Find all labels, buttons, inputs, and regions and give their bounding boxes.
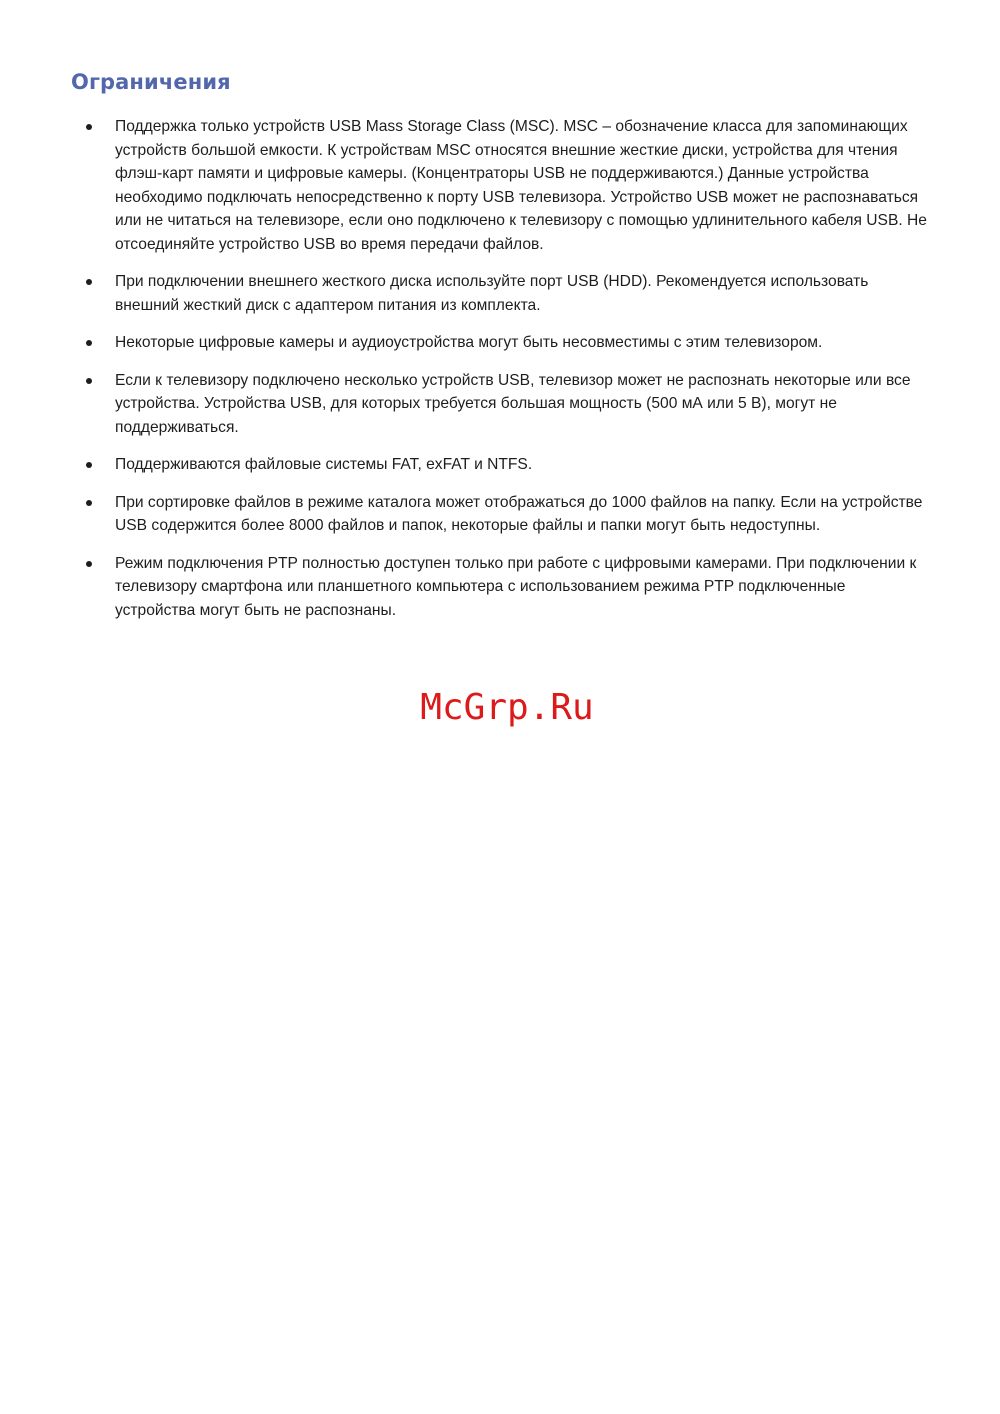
list-item <box>0 331 1000 355</box>
list-item-text: При подключении внешнего жесткого диска используйте порт USB (HDD). Рекомендуется использовать внешний жесткий диск с адаптером питания из комплекта. <box>115 273 869 314</box>
list-item <box>0 270 1000 317</box>
list-item <box>0 491 1000 538</box>
bullet-icon <box>86 500 92 506</box>
bullet-icon <box>86 124 92 130</box>
bullet-icon <box>86 462 92 468</box>
list-item <box>0 115 1000 256</box>
watermark-logo: McGrp.Ru <box>420 687 594 728</box>
list-item-text: Режим подключения PTP полностью доступен только при работе с цифровыми камерами. При подключении к телевизору смартфона или планшетного компьютера с использованием режима PTP подключенные устройства могут быть не распознаны. <box>115 554 917 619</box>
bullet-icon <box>86 378 92 384</box>
list-item-text: При сортировке файлов в режиме каталога может отображаться до 1000 файлов на папку. Если на устройстве USB содержится более 8000 файлов и папок, некоторые файлы и папки могут быть недоступны. <box>115 493 923 534</box>
bullet-icon <box>86 279 92 285</box>
list-item-text: Некоторые цифровые камеры и аудиоустройства могут быть несовместимы с этим телевизором. <box>115 334 823 351</box>
list-item-text: Поддерживаются файловые системы FAT, exFAT и NTFS. <box>115 456 533 473</box>
list-item <box>0 453 1000 477</box>
list-item-text: Если к телевизору подключено несколько устройств USB, телевизор может не распознать некоторые или все устройства. Устройства USB, для которых требуется большая мощность (500 мА или 5 В), могут не поддерживаться. <box>115 371 911 436</box>
section-heading: Ограничения <box>71 70 231 94</box>
list-item <box>0 369 1000 440</box>
list-item <box>0 552 1000 623</box>
bullet-icon <box>86 561 92 567</box>
list-item-text: Поддержка только устройств USB Mass Storage Class (MSC). MSC – обозначение класса для запоминающих устройств большой емкости. К устройствам MSC относятся внешние жесткие диски, устройства для чтения флэш-карт памяти и цифровые камеры. (Концентраторы USB не поддерживаются.) Данные устройства необходимо подключать непосредственно к порту USB телевизора. Устройство USB может не распознаваться или не читаться на телевизоре, если оно подключено к телевизору с помощью удлинительного кабеля USB. Не отсоединяйте устройство USB во время передачи файлов. <box>115 118 927 253</box>
bullet-icon <box>86 340 92 346</box>
restrictions-list <box>0 115 1000 636</box>
